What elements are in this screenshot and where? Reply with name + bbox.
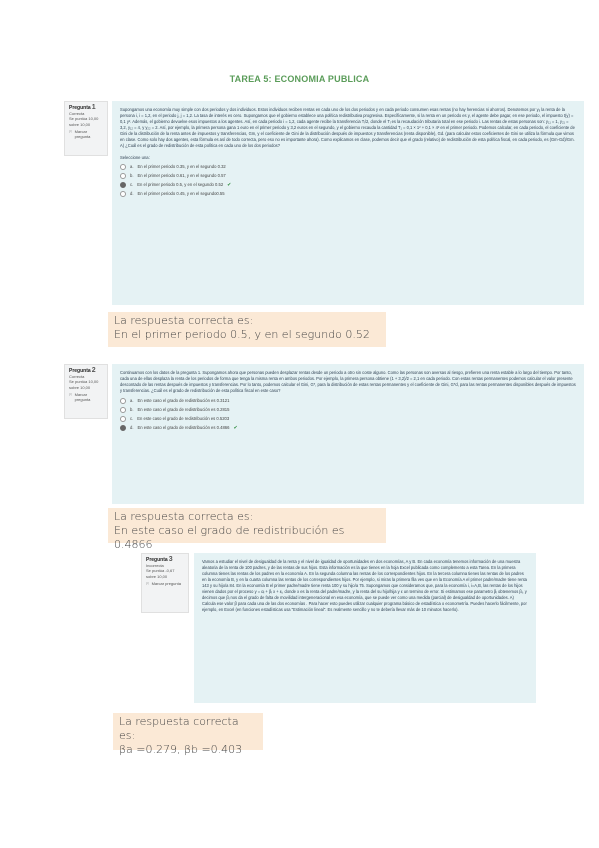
flag-icon: ⚐: [146, 580, 150, 586]
answer-heading: La respuesta correcta es:: [119, 715, 239, 742]
option-letter: b.: [130, 407, 134, 412]
radio-button[interactable]: [120, 425, 126, 431]
answer-option[interactable]: [120, 398, 576, 404]
question-label: Pregunta: [146, 557, 168, 563]
option-letter: d.: [130, 191, 134, 196]
radio-button[interactable]: [120, 164, 126, 170]
answer-text: En el primer periodo 0.5, y en el segundo 0.52: [114, 328, 370, 341]
option-text: En el primer periodo 0.5, y en el segundo 0.52: [137, 182, 224, 187]
checkmark-icon: ✔: [233, 425, 238, 431]
question-label: Pregunta: [69, 105, 91, 111]
answer-option[interactable]: [120, 407, 576, 413]
answer-heading: La respuesta correcta es:: [114, 314, 254, 327]
question-text: Vamos a estudiar el nivel de desigualdad de la renta y el nivel de igualdad de oportunidades en dos economías, A y B. En cada economía tenemos información de una muestra aleatoria de la renta de 100 padres, y de las rentas de sus hijos. Esta información es la que tienes en la hoja Excel publicada como complemento a esta Tarea. En la primera columna tienes las rentas de los padres en la economía A. En la segunda columna las rentas de los correspondientes hijos. En la tercera columna tienes las rentas de los padres en la economía B, y en la cuarta columna las rentas de los correspondientes hijos. Por ejemplo, si miras la primera fila ves que en la Economía A el primer padre/madre tiene renta 143 y su hijo/a 84. En la economía B el primer padre/madre tiene renta 100 y su hijo/a 75. Supongamos que consideramos que, para la economía i, i=A,B, las rentas de los hijos vienen dados por el proceso y = αᵢ + βᵢ x + εᵢ, donde x es la renta del padre/madre, y la renta del su hijo/hija y ε un termino de error. Si estimamos ese parametro βᵢ obtenemos βᵢ, y decimos que βᵢ nos da el grado de falta de movilidad intergeneracional en esa economía, que se puede ver como una medida (parcial) de desigualdad de oportunidades. A) Calcula ese valor β para cada una de las dos economías . Para hacer esto puedes utilizar cualquier programa básico de estadística o econometría. Puedes hacerlo fácilmente, por ejemplo, en Excel (en funciones estadísticas usa "Estimación lineal". Es realmente sencillo y no te debería llevar más de 10 minutos hacerlo).: [202, 559, 527, 612]
question-3-body: [194, 553, 536, 703]
radio-button[interactable]: [120, 416, 126, 422]
option-letter: a.: [130, 164, 134, 169]
question-text: Supongamos una economía muy simple con dos periodos y dos individuos. Estos individuos reciben rentas en cada uno de los dos periodos y en cada periodo consumen esas rentas (no hay herencias ni ahorros). Denotemos por yᵢⱼ la renta de la persona i, i = 1,2, en el periodo j, j = 1,2. La tasa de interés es cero. Supongamos que el gobierno establece una política redistributiva progresiva. Específicamente, si la renta en un periodo es y, el agente debe pagar, en ese periodo, el impuesto t(y) = 0,1 y². Además, el gobierno devuelve esos impuestos a los agentes. Así, en cada periodo i = 1,2, cada agente recibe la transferencia Tᵢ/2, donde el Tᵢ es la recaudación tributaria total en ese periodo i. Las rentas de estas personas son: y₁₁ = 1, y₂₁ = 3,2, y₁₂ = 4, y y₂₂ = 2. Así, por ejemplo, la primera persona gana 1 euro en el primer periodo y 3,2 euros en el segundo, y el gobierno recauda la cantidad T₁ = 0,1 × 1² + 0,1 × 4² en el primer periodo. Podemos calcular, en cada periodo, el coeficiente de Gini de la distribución de la renta antes de impuestos y transferencias, Gm, y el coeficiente de Gini de la distribución después de impuestos y transferencias (renta disponible), Gd. (para calcular estos coeficientes de Gini se utiliza la fórmula que vimos en clase. Como solo hay dos agentes, esta fórmula es así de todo correcta, pero eso no es importante ahora). Como explicamos en clase, podemos decir que el grado (relativo) de redistribución de esta política fiscal, en cada periodo, es (Gm-Gd)/Gm. A) ¿Cuál es el grado de redistribución de esta política en cada uno de los dos periodos?: [120, 107, 575, 148]
question-label: Pregunta: [69, 368, 91, 374]
answer-heading: La respuesta correcta es:: [114, 510, 254, 523]
question-1-body: [112, 101, 584, 305]
answer-option[interactable]: [120, 164, 576, 170]
select-label: Seleccione una:: [120, 155, 150, 160]
answer-option[interactable]: [120, 173, 576, 179]
question-number: 3: [168, 556, 173, 563]
answer-text: βa =0.279, βb =0.403: [119, 743, 243, 756]
question-text: Continuamos con los datos de la pregunta 1. Supongamos ahora que personas pueden desplazar rentas desde un periodo a otro sin coste alguno. Como las personas son aversas al riesgo, prefieren una renta estable a lo largo del tiempo. Por tanto, cada una de ellas desplaza la renta de los periodos de forma que tenga la misma renta en ambos periodos. Por ejemplo, la primera persona obtiene (1 + 3,2)/2 = 2,1 en cada periodo. Con estas rentas permanentes podemos calcular el valor presente descontado de las rentas después de impuestos y transferencias. Por lo tanto, podemos calcular el Gini, G*, para la distribución de estas rentas permanentes y el coeficiente de Gini, G*d, para las rentas permanentes disponibles después de impuestos y transferencias. ¿Cuál es el grado de redistribución de esta política fiscal en este caso?: [120, 370, 576, 393]
flag-icon: ⚐: [69, 391, 73, 397]
correct-answer-3: [113, 713, 263, 756]
radio-button[interactable]: [120, 191, 126, 197]
question-score: Se puntúa 10,00 sobre 10,00: [69, 379, 99, 390]
answer-option[interactable]: [120, 416, 576, 422]
option-letter: c.: [130, 416, 134, 421]
option-text: En el primer periodo 0.45, y en el segundo0.55: [137, 191, 225, 196]
option-letter: d.: [130, 425, 134, 430]
flag-question-button[interactable]: [69, 392, 103, 402]
answer-option[interactable]: [120, 182, 576, 188]
question-1-info: [64, 101, 108, 156]
flag-label: Marcar pregunta: [151, 580, 181, 586]
question-score: Se puntúa -0,67 sobre 10,00: [146, 568, 175, 579]
option-text: En este caso el grado de redistribución es 0.5203: [137, 416, 230, 421]
question-3-info: [141, 553, 189, 613]
option-letter: b.: [130, 173, 134, 178]
answer-option[interactable]: [120, 425, 576, 431]
option-text: En este caso el grado de redistribución es 0.4866: [137, 425, 230, 430]
option-letter: c.: [130, 182, 134, 187]
radio-button[interactable]: [120, 407, 126, 413]
correct-answer-1: [108, 312, 386, 347]
radio-button[interactable]: [120, 173, 126, 179]
question-2-body: [112, 364, 584, 504]
answer-text: En este caso el grado de redistribución es 0.4866: [114, 524, 345, 551]
question-score: Se puntúa 10,00 sobre 10,00: [69, 116, 99, 127]
option-text: En este caso el grado de redistribución es 0.3121: [137, 398, 230, 403]
flag-label: Marcar pregunta: [74, 128, 91, 140]
question-status: Correcta: [69, 374, 85, 380]
flag-icon: ⚐: [69, 128, 73, 134]
question-status: Incorrecta: [146, 563, 164, 569]
radio-button[interactable]: [120, 398, 126, 404]
question-number: 1: [91, 104, 96, 111]
option-text: En este caso el grado de redistribución es 0.2815: [137, 407, 230, 412]
answer-option[interactable]: [120, 191, 576, 197]
page-title: TAREA 5: ECONOMIA PUBLICA: [229, 74, 370, 84]
question-2-info: [64, 364, 108, 419]
option-text: En el primer periodo 0.61, y en el segundo 0.57: [137, 173, 226, 178]
question-status: Correcta: [69, 111, 85, 117]
correct-answer-2: [108, 508, 386, 551]
checkmark-icon: ✔: [227, 182, 232, 188]
flag-label: Marcar pregunta: [74, 391, 91, 403]
option-text: En el primer periodo 0.35, y en el segundo 0.32: [137, 164, 226, 169]
question-number: 2: [91, 367, 96, 374]
option-letter: a.: [130, 398, 134, 403]
radio-button[interactable]: [120, 182, 126, 188]
flag-question-button[interactable]: [69, 129, 103, 139]
flag-question-button[interactable]: [146, 581, 184, 586]
